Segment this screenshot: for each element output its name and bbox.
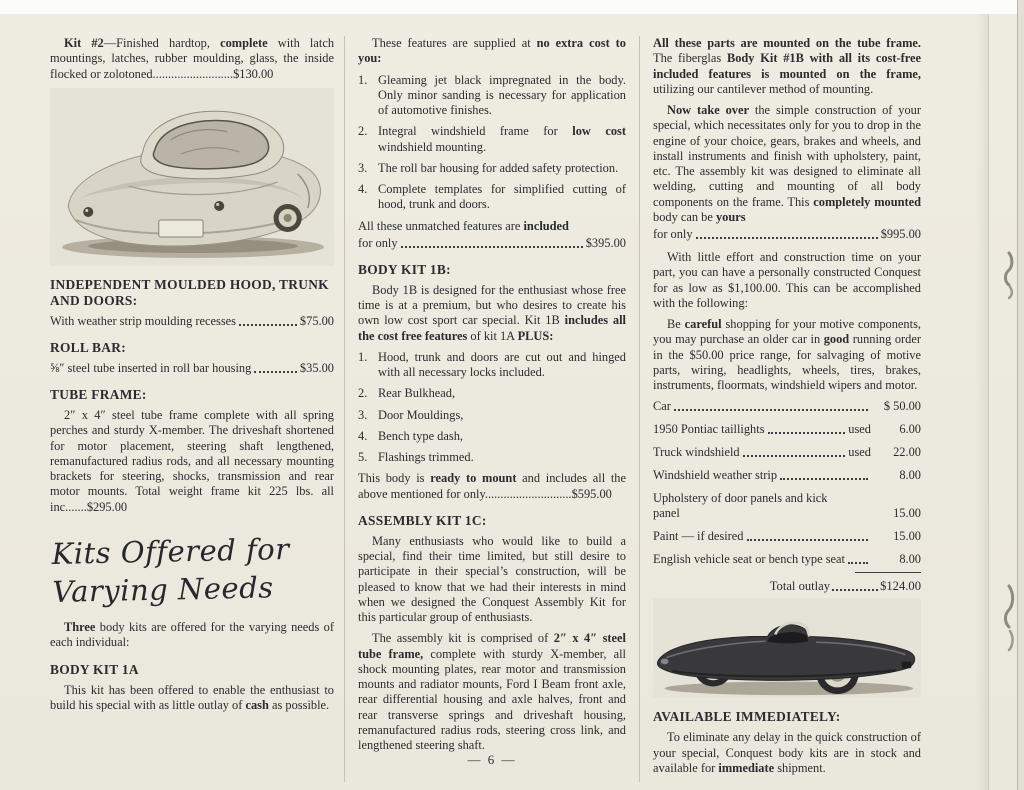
hardtop-car-photo <box>50 88 334 266</box>
column-middle <box>344 36 639 782</box>
total-row <box>653 579 921 594</box>
kit-1c-paragraph-1: Many enthusiasts who would like to build a special, find their time limited, but still desire to participate in their special’s construction, will be pleased to know that we had their interests in mind when we designed the Conquest Assembly Kit for this particular group of enthusiasts. <box>358 533 626 625</box>
page-number: — 6 — <box>467 752 517 767</box>
heading-available-immediately: AVAILABLE IMMEDIATELY: <box>653 709 841 725</box>
feature-item <box>358 182 626 213</box>
roadster-car-photo <box>653 598 921 698</box>
item-text: Door Mouldings, <box>378 407 464 422</box>
column-right <box>639 36 947 782</box>
hood-price-label: With weather strip moulding recesses <box>50 313 236 328</box>
item-number: 3. <box>358 160 368 175</box>
rollbar-price-line <box>50 361 334 376</box>
item-number: 4. <box>358 428 368 443</box>
tube-frame-paragraph: 2″ x 4″ steel tube frame complete with all spring perches and sturdy X-member. The driveshaft shortened for motor placement, steering shaft lengthened, remanufactured radius rods, and all necessary mounting brackets for steering, shocks, transmission and rear motor mounts. Total weight frame kit 225 lbs. all inc.......$295.00 <box>50 408 334 514</box>
included-price-amount: $395.00 <box>585 235 626 250</box>
item-text: Bench type dash, <box>378 428 463 443</box>
feature-item <box>358 161 626 176</box>
page-outer-edge <box>1017 0 1024 790</box>
price-amount: 22.00 <box>893 445 921 460</box>
heading-body-kit-1a: BODY KIT 1A <box>50 661 139 677</box>
price-row <box>653 399 921 414</box>
three-kits-paragraph: Three body kits are offered for the varying needs of each individual: <box>50 620 334 650</box>
price-label: Upholstery of door panels and kick panel <box>653 491 828 521</box>
price-suffix: used <box>848 445 871 460</box>
price-label: 1950 Pontiac taillights <box>653 422 765 437</box>
rollbar-price-amount: $35.00 <box>299 360 334 375</box>
hardtop-car-illustration <box>50 88 334 266</box>
little-effort-paragraph: With little effort and construction time on your part, you can have a personally constructed Conquest for as low as $1,100.00. This can be accomplished with the following: <box>653 250 921 310</box>
item-number: 4. <box>358 182 368 196</box>
item-text: Flashings trimmed. <box>378 450 474 465</box>
mounted-body-price-line <box>653 227 921 242</box>
kit-1b-item <box>358 450 626 465</box>
rollbar-price-label: ⅝″ steel tube inserted in roll bar housing <box>50 360 252 375</box>
heading-roll-bar: ROLL BAR: <box>50 339 126 355</box>
dot-leader <box>674 408 868 411</box>
kit-1c-paragraph-2: The assembly kit is comprised of 2″ x 4″ steel tube frame, complete with sturdy X-member, all shock mounting plates, rear motor and transmission mounts and radiator mounts, Ford I Beam front axle, rear differential housing and axle halves, front and rear transverse springs and driveshaft housing, remanufactured radius rods, steering cross link, and lengthened steering shaft. <box>358 631 626 753</box>
included-price-line <box>358 236 626 251</box>
dot-leader <box>768 431 846 434</box>
kit-1b-item <box>358 386 626 401</box>
price-suffix: used <box>848 422 871 437</box>
price-row <box>653 552 921 567</box>
price-row <box>653 468 921 483</box>
feature-item <box>358 124 626 155</box>
staple <box>1002 583 1016 653</box>
script-heading-line2: Varying Needs <box>52 569 274 609</box>
page-crease-line <box>988 14 989 790</box>
included-price-label: for only <box>358 235 398 250</box>
heading-assembly-kit-1c: ASSEMBLY KIT 1C: <box>358 512 487 528</box>
price-label: Truck windshield <box>653 445 740 460</box>
dot-leader <box>780 477 868 480</box>
page-crease-shadow <box>976 14 988 790</box>
dot-leader <box>832 588 878 591</box>
dot-leader <box>254 370 297 373</box>
dot-leader <box>239 323 297 326</box>
included-line: All these unmatched features are included <box>358 218 569 233</box>
script-heading <box>51 530 335 611</box>
dot-leader <box>401 245 583 248</box>
kit-1a-paragraph: This kit has been offered to enable the enthusiast to build his special with as little outlay of cash as possible. <box>50 682 334 713</box>
item-text: Complete templates for simplified cutting of hood, trunk and doors. <box>378 182 626 212</box>
heading-body-kit-1b: BODY KIT 1B: <box>358 261 451 277</box>
kit-1b-paragraph: Body 1B is designed for the enthusiast whose free time is at a premium, but who desires to create his own low cost sport car special. Kit 1B includes all the cost free features of kit 1A PLUS: <box>358 282 626 343</box>
price-amount: 8.00 <box>899 552 921 567</box>
price-label: Windshield weather strip <box>653 468 778 483</box>
price-amount: $ 50.00 <box>883 399 921 414</box>
kit-1b-item <box>358 408 626 423</box>
price-row <box>653 422 921 437</box>
price-amount: 8.00 <box>899 468 921 483</box>
total-amount: $124.00 <box>880 579 921 594</box>
price-amount: 15.00 <box>893 506 921 521</box>
item-number: 1. <box>358 349 368 364</box>
price-label: Paint — if desired <box>653 529 744 544</box>
dot-leader <box>696 236 878 239</box>
hood-price-amount: $75.00 <box>299 313 334 328</box>
item-text: The roll bar housing for added safety protection. <box>378 160 619 175</box>
total-label: Total outlay <box>769 579 831 594</box>
price-label: English vehicle seat or bench type seat <box>653 552 845 567</box>
feature-item <box>358 73 626 119</box>
price-amount: 6.00 <box>899 422 921 437</box>
dot-leader <box>743 454 846 457</box>
item-text: Integral windshield frame for low cost windshield mounting. <box>378 124 626 154</box>
available-paragraph: To eliminate any delay in the quick construction of your special, Conquest body kits are in stock and available for immediate shipment. <box>653 730 921 775</box>
take-over-paragraph: Now take over the simple construction of your special, which necessitates only for you to drop in the engine of your choice, gears, brakes and wheels, and install instruments and finish with upholstery, paint, etc. The assembly kit was designed to eliminate all welding, cutting and mounting of all body components on the frame. This completely mounted body can be yours <box>653 103 922 224</box>
hood-price-line <box>50 314 334 329</box>
item-number: 1. <box>358 72 368 87</box>
roadster-car-illustration <box>653 598 921 698</box>
dot-leader <box>860 517 868 518</box>
price-label: Car <box>653 399 671 414</box>
price-row <box>653 529 921 544</box>
features-intro: These features are supplied at no extra cost to you: <box>358 36 626 66</box>
price-row <box>653 491 921 521</box>
price-row <box>653 445 921 460</box>
item-number: 2. <box>358 124 368 139</box>
heading-tube-frame: TUBE FRAME: <box>50 386 147 402</box>
item-number: 3. <box>358 407 368 422</box>
kit-1b-item <box>358 350 626 381</box>
item-text: Gleaming jet black impregnated in the body. Only minor sanding is necessary for application of automotive finishes. <box>378 72 626 117</box>
kit2-paragraph: Kit #2—Finished hardtop, complete with latch mountings, latches, rubber moulding, glass, the inside flocked or zolotoned..........................$130.00 <box>50 36 335 81</box>
mounted-price-amount: $995.00 <box>880 227 921 241</box>
three-column-layout <box>50 36 947 782</box>
kit-1b-closing: This body is ready to mount and includes all the above mentioned for only............................$595.00 <box>358 471 626 501</box>
staple <box>1002 250 1016 300</box>
careful-shopping-paragraph: Be careful shopping for your motive components, you may purchase an older car in good running order in the $50.00 price range, for salvaging of motive parts, wiring, headlights, wheels, tires, brakes, instruments, floormats, windshield wipers and motor. <box>653 317 921 392</box>
scan-edge-top <box>0 0 1024 14</box>
column-left <box>50 36 344 782</box>
item-number: 5. <box>358 450 368 465</box>
tube-frame-mounting-paragraph: All these parts are mounted on the tube frame. The fiberglas Body Kit #1B with all its cost-free included features is mounted on the frame, utilizing our cantilever method of mounting. <box>653 36 921 96</box>
item-text: Hood, trunk and doors are cut out and hinged with all necessary locks included. <box>378 349 626 380</box>
dot-leader <box>848 561 868 564</box>
total-rule <box>855 572 921 573</box>
item-text: Rear Bulkhead, <box>378 386 456 401</box>
heading-independent-hood: INDEPENDENT MOULDED HOOD, TRUNK AND DOORS: <box>50 276 329 308</box>
item-number: 2. <box>358 386 368 401</box>
script-heading-line1: Kits Offered for <box>51 531 290 571</box>
kit-1b-item <box>358 429 626 444</box>
price-amount: 15.00 <box>893 529 921 544</box>
dot-leader <box>747 538 868 541</box>
mounted-price-label: for only <box>653 227 693 241</box>
